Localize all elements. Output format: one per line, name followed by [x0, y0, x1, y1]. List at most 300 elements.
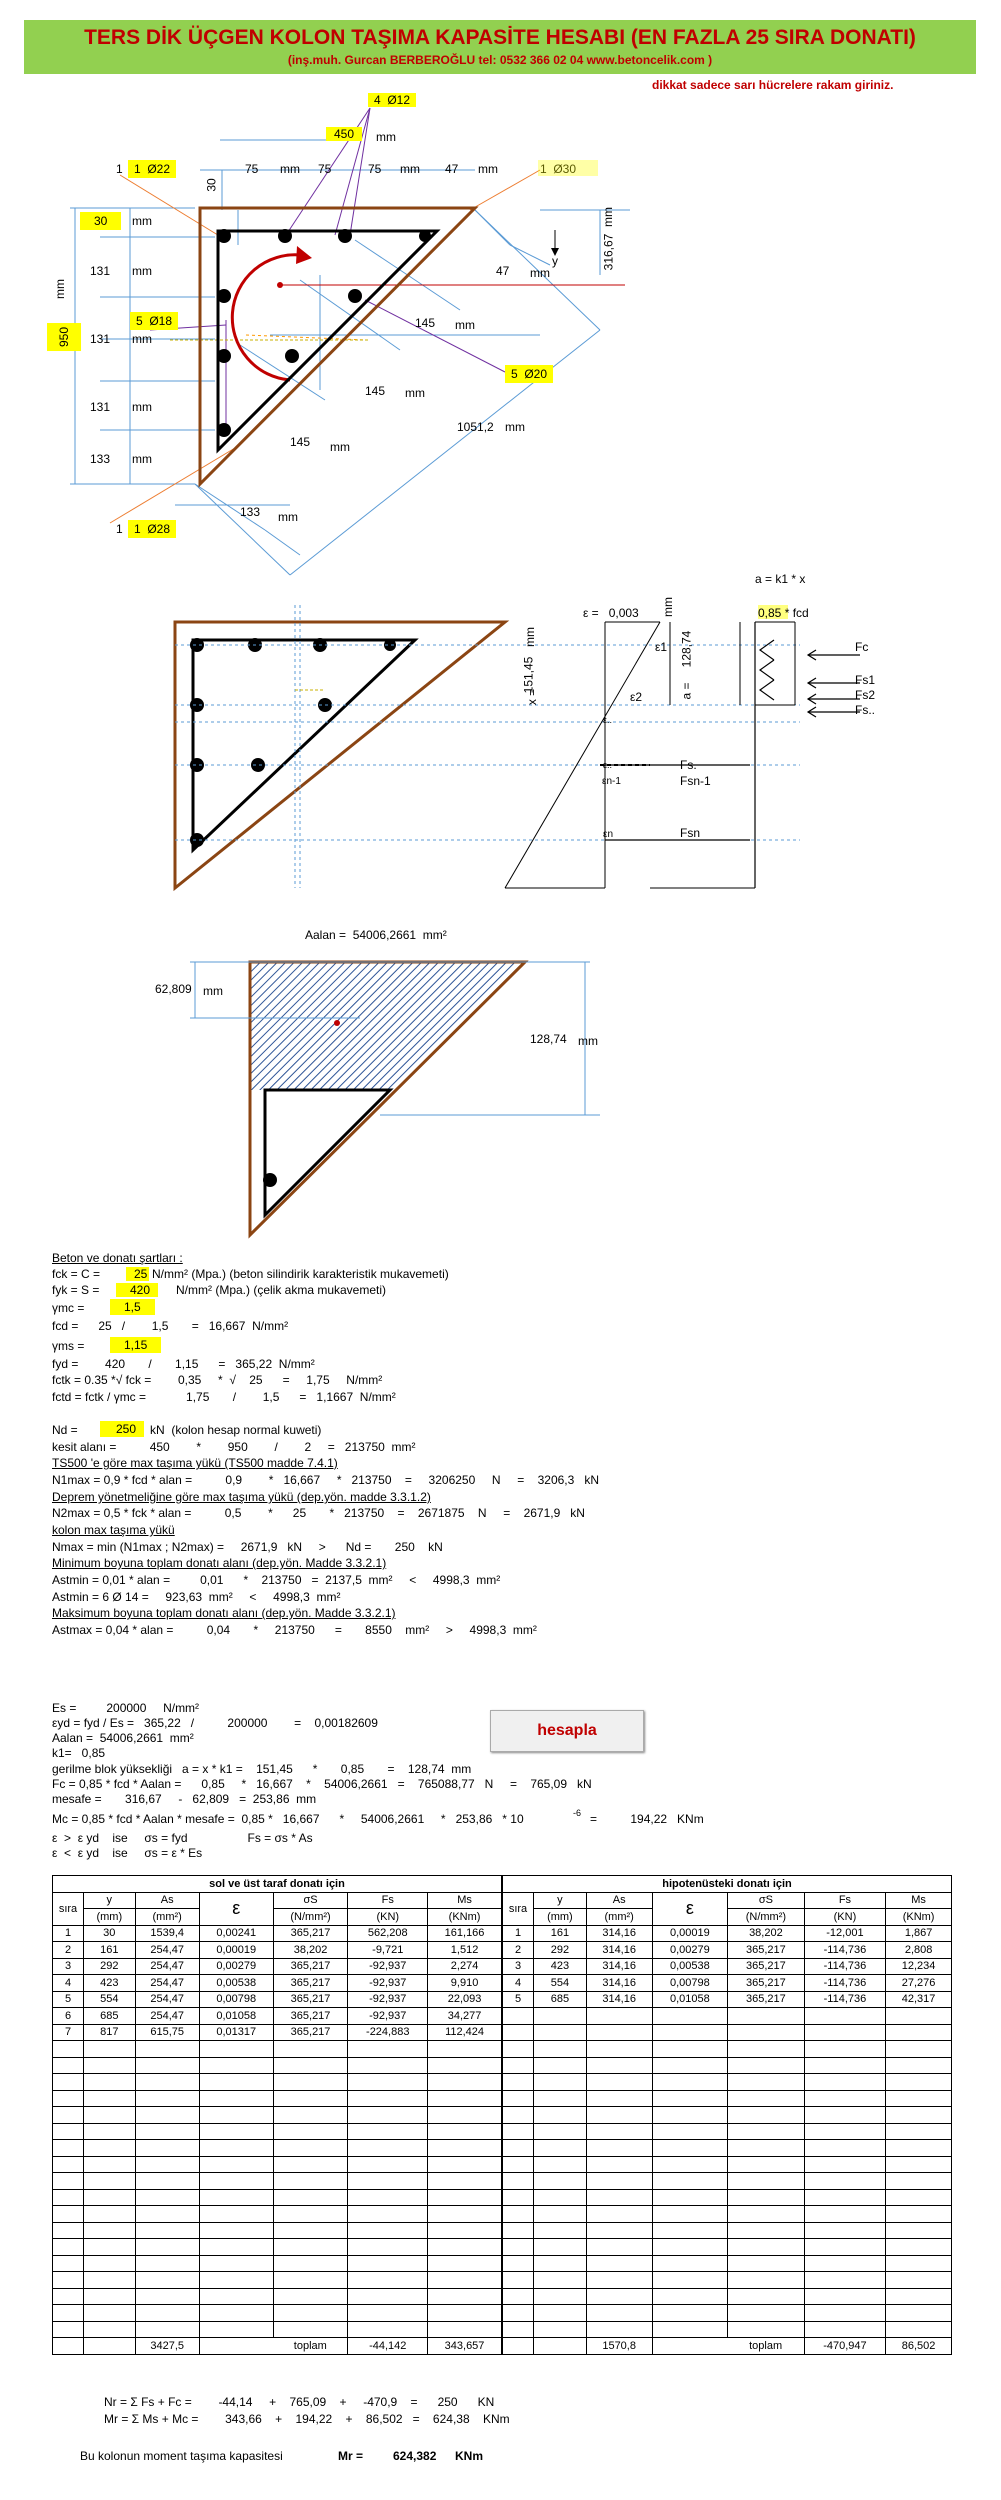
table-cell: -9,721 — [348, 1942, 428, 1959]
table-cell-empty — [534, 2305, 587, 2322]
table-cell-empty — [503, 2173, 534, 2190]
table-cell-empty — [135, 2206, 199, 2223]
table-row — [503, 2041, 952, 2058]
col-unit: (KNm) — [428, 1909, 502, 1926]
table-cell: 365,217 — [728, 1942, 805, 1959]
table-cell-empty — [728, 2107, 805, 2124]
table-cell-empty — [84, 2090, 136, 2107]
table-cell-empty — [199, 2057, 273, 2074]
table-cell: 0,00279 — [652, 1942, 728, 1959]
table-cell-empty — [728, 2057, 805, 2074]
table-cell-empty — [503, 2140, 534, 2157]
dim-75b: 75 — [318, 162, 332, 176]
table-cell-empty — [84, 2255, 136, 2272]
table-cell: 0,01058 — [652, 1991, 728, 2008]
table-row — [53, 2239, 502, 2256]
total-ms: 86,502 — [886, 2338, 952, 2355]
table-cell-empty — [503, 2305, 534, 2322]
table-cell-empty — [503, 2255, 534, 2272]
table-cell-empty — [534, 2156, 587, 2173]
table-cell-empty — [348, 2107, 428, 2124]
table-cell-empty — [886, 2255, 952, 2272]
dim-mm2: mm — [400, 162, 420, 176]
table-cell-empty — [84, 2107, 136, 2124]
table-cell-empty — [652, 2239, 728, 2256]
table-cell: 0,00538 — [652, 1958, 728, 1975]
table-cell-empty — [503, 2074, 534, 2091]
table-cell-empty — [886, 2008, 952, 2025]
table-cell: 6 — [53, 2008, 84, 2025]
table-cell-empty — [53, 2123, 84, 2140]
table-cell-empty — [348, 2140, 428, 2157]
table-cell-empty — [886, 2123, 952, 2140]
right-dim: 128,74 — [530, 1032, 567, 1046]
table-cell: 22,093 — [428, 1991, 502, 2008]
table-cell-empty — [273, 2239, 348, 2256]
table-row — [53, 2057, 502, 2074]
table-cell: 365,217 — [273, 2008, 348, 2025]
table-cell-empty — [199, 2272, 273, 2289]
table-cell: 4 — [503, 1975, 534, 1992]
table-cell: 254,47 — [135, 1991, 199, 2008]
table-cell-empty — [503, 2338, 534, 2355]
table-cell-empty — [135, 2074, 199, 2091]
col-header-fs: Fs — [348, 1892, 428, 1909]
table-cell-empty — [886, 2057, 952, 2074]
table-cell-empty — [534, 2140, 587, 2157]
table-cell-empty — [728, 2090, 805, 2107]
table-cell-empty — [586, 2222, 652, 2239]
table-cell-empty — [586, 2189, 652, 2206]
table-cell-empty — [84, 2222, 136, 2239]
calc-astmin1: Astmin = 0,01 * alan = 0,01 * 213750 = 2137,5 mm² < 4998,3 mm² — [52, 1573, 501, 1587]
table-cell-empty — [652, 2090, 728, 2107]
table-cell: -114,736 — [804, 1942, 886, 1959]
mm-vert: mm — [661, 597, 675, 617]
fyk-input[interactable]: 420 — [116, 1283, 158, 1297]
table-cell: 30 — [84, 1925, 136, 1942]
fck-input[interactable]: 25 — [126, 1267, 149, 1281]
table-cell-empty — [199, 2074, 273, 2091]
calculate-button[interactable]: hesapla — [490, 1710, 644, 1752]
table-cell-empty — [728, 2288, 805, 2305]
table-row — [503, 2074, 952, 2091]
table-cell-empty — [886, 2189, 952, 2206]
table-cell-empty — [886, 2107, 952, 2124]
eps-n1-label: εn-1 — [602, 776, 621, 787]
table-cell: 314,16 — [586, 1925, 652, 1942]
table-cell-empty — [348, 2074, 428, 2091]
table-cell-empty — [534, 2321, 587, 2338]
table-row — [503, 1991, 952, 2008]
table-cell: 5 — [53, 1991, 84, 2008]
table-cell-empty — [199, 2189, 273, 2206]
table-cell-empty — [586, 2255, 652, 2272]
table-cell-empty — [728, 2189, 805, 2206]
table-cell-empty — [586, 2074, 652, 2091]
x-mm-vert: mm — [523, 627, 537, 647]
area-label: Aalan = 54006,2661 mm² — [305, 928, 447, 942]
table-cell: 0,00241 — [199, 1925, 273, 1942]
table-cell: 365,217 — [273, 1958, 348, 1975]
page-subtitle: (inş.muh. Gurcan BERBEROĞLU tel: 0532 366 02 04 www.betoncelik.com ) — [287, 53, 713, 67]
table-cell: 554 — [534, 1975, 587, 1992]
dim-mm1: mm — [280, 162, 300, 176]
table-cell: 365,217 — [273, 1925, 348, 1942]
table-cell-empty — [84, 2156, 136, 2173]
calc-nmax: Nmax = min (N1max ; N2max) = 2671,9 kN > Nd = 250 kN — [52, 1540, 443, 1554]
table-cell-empty — [586, 2173, 652, 2190]
fs2-label: Fs2 — [855, 688, 876, 702]
table-cell-empty — [428, 2288, 502, 2305]
table-cell-empty — [348, 2222, 428, 2239]
table-cell-empty — [804, 2321, 886, 2338]
gmc-input[interactable]: 1,5 — [110, 1299, 155, 1315]
table-cell: 3 — [53, 1958, 84, 1975]
fsn1-label: Fsn-1 — [680, 774, 711, 788]
table-cell-empty — [804, 2173, 886, 2190]
calc-ts500-title: TS500 'e göre max taşıma yükü (TS500 madde 7.4.1) — [52, 1456, 338, 1470]
table-cell: 314,16 — [586, 1958, 652, 1975]
table-cell-empty — [135, 2239, 199, 2256]
table-cell-empty — [84, 2041, 136, 2058]
table-row — [53, 2008, 502, 2025]
table-cell-empty — [728, 2222, 805, 2239]
table-cell-empty — [199, 2156, 273, 2173]
table-cell-empty — [428, 2272, 502, 2289]
eps1-label: ε1 — [655, 640, 668, 654]
table-cell: 0,00798 — [652, 1975, 728, 1992]
table-cell-empty — [428, 2239, 502, 2256]
table-cell-empty — [348, 2057, 428, 2074]
table-cell-empty — [273, 2321, 348, 2338]
eps-dots2-label: ε.. — [603, 760, 613, 770]
table-row — [53, 2024, 502, 2041]
table-cell: 685 — [84, 2008, 136, 2025]
table-cell-empty — [804, 2008, 886, 2025]
table-cell-empty — [652, 2156, 728, 2173]
table-cell: 365,217 — [273, 1991, 348, 2008]
table-cell-empty — [534, 2041, 587, 2058]
table-cell-empty — [503, 2206, 534, 2223]
table-cell: 34,277 — [428, 2008, 502, 2025]
table-cell-empty — [428, 2123, 502, 2140]
calc-area: kesit alanı = 450 * 950 / 2 = 213750 mm² — [52, 1440, 416, 1454]
table-total-row — [503, 2338, 952, 2355]
gms-input[interactable]: 1,15 — [110, 1337, 161, 1353]
table-cell-empty — [273, 2057, 348, 2074]
table-cell-empty — [728, 2074, 805, 2091]
table-row — [53, 2288, 502, 2305]
table-total-row — [53, 2338, 502, 2355]
table-cell-empty — [428, 2305, 502, 2322]
table-cell-empty — [728, 2206, 805, 2223]
table-cell-empty — [652, 2305, 728, 2322]
table-cell-empty — [728, 2123, 805, 2140]
table-cell-empty — [428, 2321, 502, 2338]
table-cell-empty — [728, 2024, 805, 2041]
calc-fyk-desc: N/mm² (Mpa.) (çelik akma mukavemeti) — [176, 1283, 387, 1297]
table-cell-empty — [135, 2057, 199, 2074]
calc-min-title: Minimum boyuna toplam donatı alanı (dep.yön. Madde 3.3.2.1) — [52, 1556, 387, 1570]
table-cell-empty — [534, 2206, 587, 2223]
table-cell: -92,937 — [348, 1975, 428, 1992]
col-header-as: As — [586, 1892, 652, 1909]
table-cell: 365,217 — [273, 2024, 348, 2041]
table-cell-empty — [53, 2222, 84, 2239]
table-row — [53, 2206, 502, 2223]
strain-stress-diagram — [0, 600, 1001, 900]
calc-max-title: Maksimum boyuna toplam donatı alanı (dep.yön. Madde 3.3.2.1) — [52, 1606, 396, 1620]
table-cell-empty — [273, 2107, 348, 2124]
table-cell-empty — [534, 2338, 587, 2355]
table-cell-empty — [804, 2239, 886, 2256]
nd-input[interactable]: 250 — [100, 1421, 144, 1437]
calc-mc-result: = 194,22 KNm — [590, 1812, 704, 1826]
table-cell-empty — [84, 2321, 136, 2338]
table-cell-empty — [804, 2222, 886, 2239]
table-cell-empty — [199, 2321, 273, 2338]
table-cell-empty — [586, 2239, 652, 2256]
table-cell-empty — [135, 2305, 199, 2322]
table-cell-empty — [53, 2305, 84, 2322]
table-cell: 0,00538 — [199, 1975, 273, 1992]
table-cell: -114,736 — [804, 1975, 886, 1992]
left-bar-label: 1 Ø22 — [128, 160, 176, 178]
table-cell-empty — [804, 2123, 886, 2140]
table-cell-empty — [135, 2156, 199, 2173]
table-cell-empty — [534, 2239, 587, 2256]
calc-kolon-title: kolon max taşıma yükü — [52, 1523, 175, 1537]
table-cell-empty — [503, 2041, 534, 2058]
table-cell-empty — [348, 2123, 428, 2140]
table-cell-empty — [586, 2321, 652, 2338]
table-cell: 365,217 — [728, 1991, 805, 2008]
table-cell-empty — [728, 2305, 805, 2322]
table-cell-empty — [53, 2338, 84, 2355]
table-cell-empty — [84, 2305, 136, 2322]
eps-dots-label: ε.. — [603, 715, 613, 725]
col-header-eps: ε — [199, 1892, 273, 1925]
table-cell-empty — [428, 2156, 502, 2173]
table-row — [53, 2156, 502, 2173]
table-cell-empty — [503, 2272, 534, 2289]
hyp-bar-label: 5 Ø20 — [505, 365, 553, 383]
table-row — [503, 2222, 952, 2239]
table-cell-empty — [728, 2272, 805, 2289]
table-cell: 112,424 — [428, 2024, 502, 2041]
a-label: a = — [679, 682, 694, 700]
calc-eps-rule1: ε > ε yd ise σs = fyd Fs = σs * As — [52, 1831, 313, 1845]
fs-dot-label: Fs. — [680, 758, 697, 772]
table-cell-empty — [348, 2255, 428, 2272]
table-cell-empty — [273, 2255, 348, 2272]
calc-fck-desc: N/mm² (Mpa.) (beton silindirik karakteristik mukavemeti) — [152, 1267, 449, 1281]
table-cell-empty — [534, 2189, 587, 2206]
left-dim-unit: mm — [203, 984, 223, 998]
capacity-unit: KNm — [455, 2449, 484, 2463]
capacity-label: Bu kolonun moment taşıma kapasitesi — [80, 2449, 283, 2463]
table-cell-empty — [652, 2008, 728, 2025]
col-unit: (mm) — [84, 1909, 136, 1926]
table-cell-empty — [84, 2239, 136, 2256]
table-cell-empty — [534, 2123, 587, 2140]
table-row — [503, 1925, 952, 1942]
table-cell-empty — [53, 2206, 84, 2223]
input-warning: dikkat sadece sarı hücrelere rakam giriniz. — [652, 78, 894, 92]
dim-145a-unit: mm — [455, 318, 475, 332]
dim-145b-unit: mm — [405, 386, 425, 400]
dim-145c-unit: mm — [330, 440, 350, 454]
table-cell: 314,16 — [586, 1991, 652, 2008]
table-cell-empty — [886, 2140, 952, 2157]
table-cell-empty — [273, 2140, 348, 2157]
table-title: sol ve üst taraf donatı için — [53, 1876, 502, 1893]
table-cell: 27,276 — [886, 1975, 952, 1992]
table-cell-empty — [199, 2338, 273, 2355]
hyp-length: 1051,2 — [457, 420, 494, 434]
col-unit: (N/mm²) — [728, 1909, 805, 1926]
table-cell-empty — [428, 2107, 502, 2124]
table-cell-empty — [652, 2321, 728, 2338]
table-cell-empty — [199, 2239, 273, 2256]
table-row — [53, 1958, 502, 1975]
table-cell-empty — [84, 2272, 136, 2289]
hyp-length-unit: mm — [505, 420, 525, 434]
table-cell: 292 — [534, 1942, 587, 1959]
calc-fcd: fcd = 25 / 1,5 = 16,667 N/mm² — [52, 1319, 289, 1333]
table-cell-empty — [135, 2123, 199, 2140]
total-as: 3427,5 — [135, 2338, 199, 2355]
table-cell: -114,736 — [804, 1991, 886, 2008]
fs1-label: Fs1 — [855, 673, 876, 687]
table-cell: 292 — [84, 1958, 136, 1975]
eps-n-label: εn — [603, 829, 614, 840]
table-cell: 615,75 — [135, 2024, 199, 2041]
dim-133: 133 — [240, 505, 261, 519]
table-cell-empty — [534, 2107, 587, 2124]
table-cell-empty — [273, 2123, 348, 2140]
table-row — [53, 2041, 502, 2058]
col-unit: (KN) — [348, 1909, 428, 1926]
dim-316: 316,67 — [601, 233, 616, 271]
col-header-ms: Ms — [428, 1892, 502, 1909]
table-cell-empty — [886, 2041, 952, 2058]
table-cell-empty — [804, 2107, 886, 2124]
table-cell-empty — [586, 2305, 652, 2322]
left-rebar-table — [52, 1875, 502, 2355]
table-cell-empty — [886, 2305, 952, 2322]
table-cell-empty — [199, 2173, 273, 2190]
col-header-y: y — [534, 1892, 587, 1909]
table-row — [53, 2255, 502, 2272]
table-row — [53, 2074, 502, 2091]
table-cell-empty — [534, 2288, 587, 2305]
table-row — [53, 2189, 502, 2206]
table-cell-empty — [886, 2173, 952, 2190]
table-cell-empty — [199, 2305, 273, 2322]
table-cell-empty — [652, 2123, 728, 2140]
table-row — [53, 2107, 502, 2124]
height-value: 950 — [47, 323, 81, 351]
table-row — [53, 2140, 502, 2157]
capacity-value: 624,382 — [393, 2449, 437, 2463]
table-cell-empty — [199, 2107, 273, 2124]
dim-30-vertical: 30 — [204, 178, 219, 192]
table-cell-empty — [728, 2008, 805, 2025]
table-cell-empty — [503, 2222, 534, 2239]
total-fs: -44,142 — [348, 2338, 428, 2355]
table-row — [503, 2173, 952, 2190]
col-header-fs: Fs — [804, 1892, 886, 1909]
calc-fyk-label: fyk = S = — [52, 1283, 100, 1297]
table-cell-empty — [534, 2255, 587, 2272]
table-cell: 1 — [53, 1925, 84, 1942]
dim-145b: 145 — [365, 384, 386, 398]
table-cell-empty — [135, 2107, 199, 2124]
table-cell: 4 — [53, 1975, 84, 1992]
table-cell-empty — [273, 2090, 348, 2107]
x-label: x = — [525, 688, 540, 706]
table-cell-empty — [273, 2156, 348, 2173]
col-unit: (mm) — [534, 1909, 587, 1926]
table-cell: 817 — [84, 2024, 136, 2041]
table-cell-empty — [135, 2255, 199, 2272]
compression-area-drawing — [0, 920, 1001, 1250]
table-cell-empty — [84, 2057, 136, 2074]
table-cell-empty — [428, 2041, 502, 2058]
a-equation: a = k1 * x — [755, 572, 806, 586]
table-cell-empty — [53, 2107, 84, 2124]
table-cell-empty — [428, 2189, 502, 2206]
page-title: TERS DİK ÜÇGEN KOLON TAŞIMA KAPASİTE HESABI (EN FAZLA 25 SIRA DONATI) — [84, 26, 916, 49]
calc-fctk: fctk = 0.35 *√ fck = 0,35 * √ 25 = 1,75 N/mm² — [52, 1373, 383, 1387]
col-header-eps: ε — [652, 1892, 728, 1925]
table-cell-empty — [199, 2123, 273, 2140]
calc-fck-label: fck = C = — [52, 1267, 101, 1281]
table-row — [53, 1975, 502, 1992]
table-cell-empty — [652, 2140, 728, 2157]
table-row — [53, 2305, 502, 2322]
table-cell-empty — [728, 2140, 805, 2157]
table-cell-empty — [586, 2057, 652, 2074]
table-cell-empty — [428, 2140, 502, 2157]
table-cell: 1,512 — [428, 1942, 502, 1959]
table-cell-empty — [84, 2123, 136, 2140]
col-unit: (KNm) — [886, 1909, 952, 1926]
table-cell: 2 — [503, 1942, 534, 1959]
table-cell-empty — [804, 2024, 886, 2041]
side-bar-label: 5 Ø18 — [130, 312, 178, 330]
table-cell-empty — [199, 2090, 273, 2107]
table-cell-empty — [804, 2041, 886, 2058]
table-cell: 5 — [503, 1991, 534, 2008]
table-cell: 685 — [534, 1991, 587, 2008]
eps-equation: ε = 0,003 — [583, 606, 639, 620]
total-as: 1570,8 — [586, 2338, 652, 2355]
table-cell-empty — [652, 2255, 728, 2272]
calc-fc: Fc = 0,85 * fcd * Aalan = 0,85 * 16,667 * 54006,2661 = 765088,77 N = 765,09 kN — [52, 1777, 592, 1791]
table-cell-empty — [886, 2156, 952, 2173]
col-header-sira: sıra — [503, 1892, 534, 1925]
y-axis-label: y — [552, 254, 558, 268]
dim-75c: 75 — [368, 162, 382, 176]
table-cell-empty — [804, 2156, 886, 2173]
table-cell-empty — [135, 2173, 199, 2190]
table-cell-empty — [135, 2222, 199, 2239]
left-bar-count: 1 — [116, 162, 123, 176]
table-cell-empty — [135, 2140, 199, 2157]
